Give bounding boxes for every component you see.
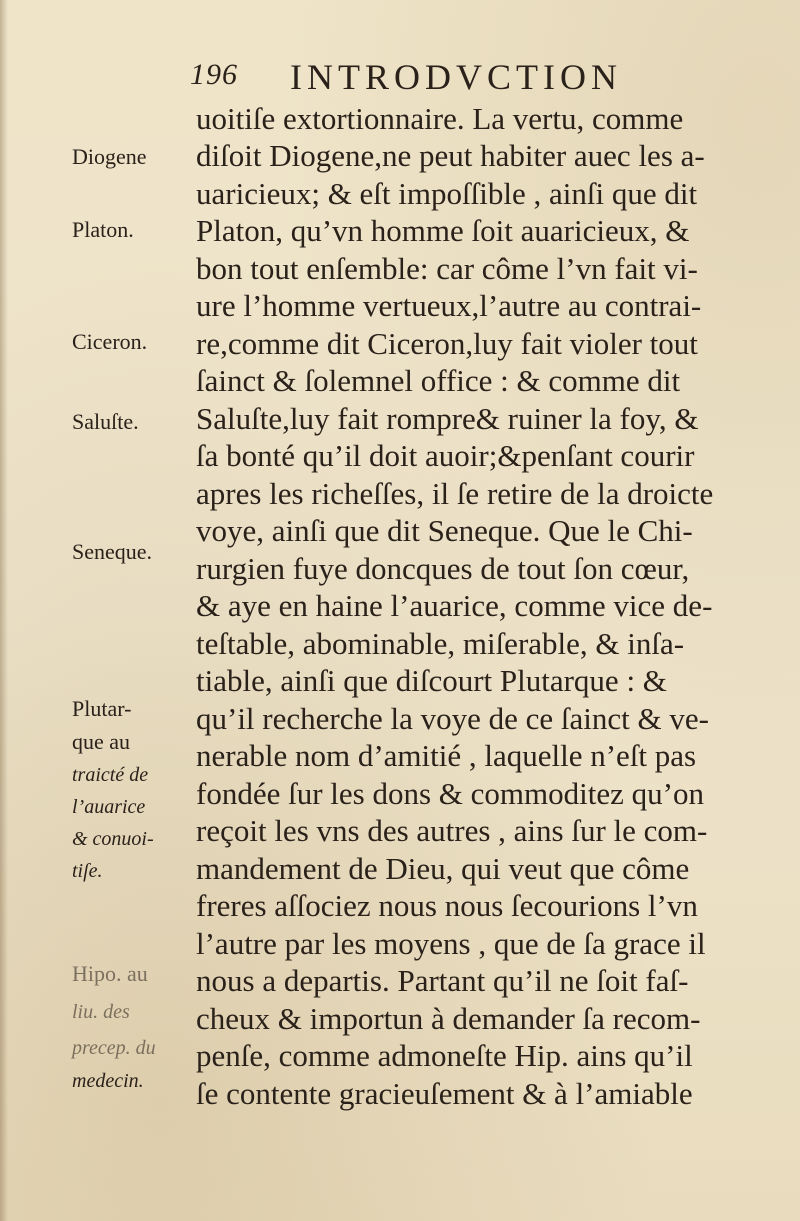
text-line: ſe contente gracieuſement & à l’amiable (196, 1076, 693, 1111)
text-line: nous a departis. Partant qu’il ne ſoit faſ- (196, 963, 689, 998)
margin-note: tiſe. (72, 860, 103, 882)
text-line: mandement de Dieu, qui veut que côme (196, 851, 690, 886)
text-line: ſainct & ſolemnel office : & comme dit (196, 363, 681, 398)
page-number: 196 (190, 58, 238, 91)
text-line: bon tout enſemble: car côme l’vn fait vi- (196, 251, 698, 286)
text-line: l’autre par les moyens , que de ſa grace il (196, 926, 706, 961)
text-line: Platon, qu’vn homme ſoit auaricieux, & (196, 213, 690, 248)
margin-note: Diogene (72, 144, 147, 169)
text-line: ſa bonté qu’il doit auoir;&penſant courir (196, 438, 695, 473)
margin-note: & conuoi- (72, 828, 154, 850)
text-line: uaricieux; & eſt impoſſible , ainſi que dit (196, 176, 698, 211)
margin-note: liu. des (72, 1001, 130, 1023)
text-line: Saluſte,luy fait rompre& ruiner la foy, & (196, 401, 699, 436)
text-line: rurgien fuye doncques de tout ſon cœur, (196, 551, 690, 586)
page-header (190, 52, 690, 96)
text-line: diſoit Diogene,ne peut habiter auec les a- (196, 138, 705, 173)
text-line: reçoit les vns des autres , ains ſur le com- (196, 813, 708, 848)
margin-note: traicté de (72, 764, 149, 786)
margin-note: Plutar- (72, 696, 132, 721)
margin-note: medecin. (72, 1070, 144, 1092)
text-line: cheux & importun à demander ſa recom- (196, 1001, 701, 1036)
page-edge-shadow (0, 0, 8, 1221)
text-line: re,comme dit Ciceron,luy fait violer tout (196, 326, 698, 361)
margin-note: Ciceron. (72, 329, 148, 354)
running-title: INTRODVCTION (290, 57, 622, 97)
text-line: penſe, comme admoneſte Hip. ains qu’il (196, 1038, 693, 1073)
text-line: apres les richeſſes, il ſe retire de la droicte (196, 476, 714, 511)
margin-note: Saluſte. (72, 409, 139, 434)
margin-note: Hipo. au (72, 961, 148, 986)
margin-note: precep. du (72, 1037, 156, 1059)
margin-note: Seneque. (72, 539, 153, 564)
text-line: uoitiſe extortionnaire. La vertu, comme (196, 101, 684, 136)
text-line: fondée ſur les dons & commoditez qu’on (196, 776, 704, 811)
text-line: tiable, ainſi que diſcourt Plutarque : & (196, 663, 667, 698)
text-line: ure l’homme vertueux,l’autre au contrai- (196, 288, 702, 323)
text-line: voye, ainſi que dit Seneque. Que le Chi- (196, 513, 693, 548)
text-line: qu’il recherche la voye de ce ſainct & ve- (196, 701, 709, 736)
text-line: nerable nom d’amitié , laquelle n’eſt pas (196, 738, 697, 773)
margin-note: l’auarice (72, 796, 146, 818)
margin-note: que au (72, 729, 131, 754)
text-line: & aye en haine l’auarice, comme vice de- (196, 588, 713, 623)
text-line: freres aſſociez nous nous ſecourions l’vn (196, 888, 698, 923)
margin-note: Platon. (72, 217, 134, 242)
text-line: teſtable, abominable, miſerable, & inſa- (196, 626, 685, 661)
